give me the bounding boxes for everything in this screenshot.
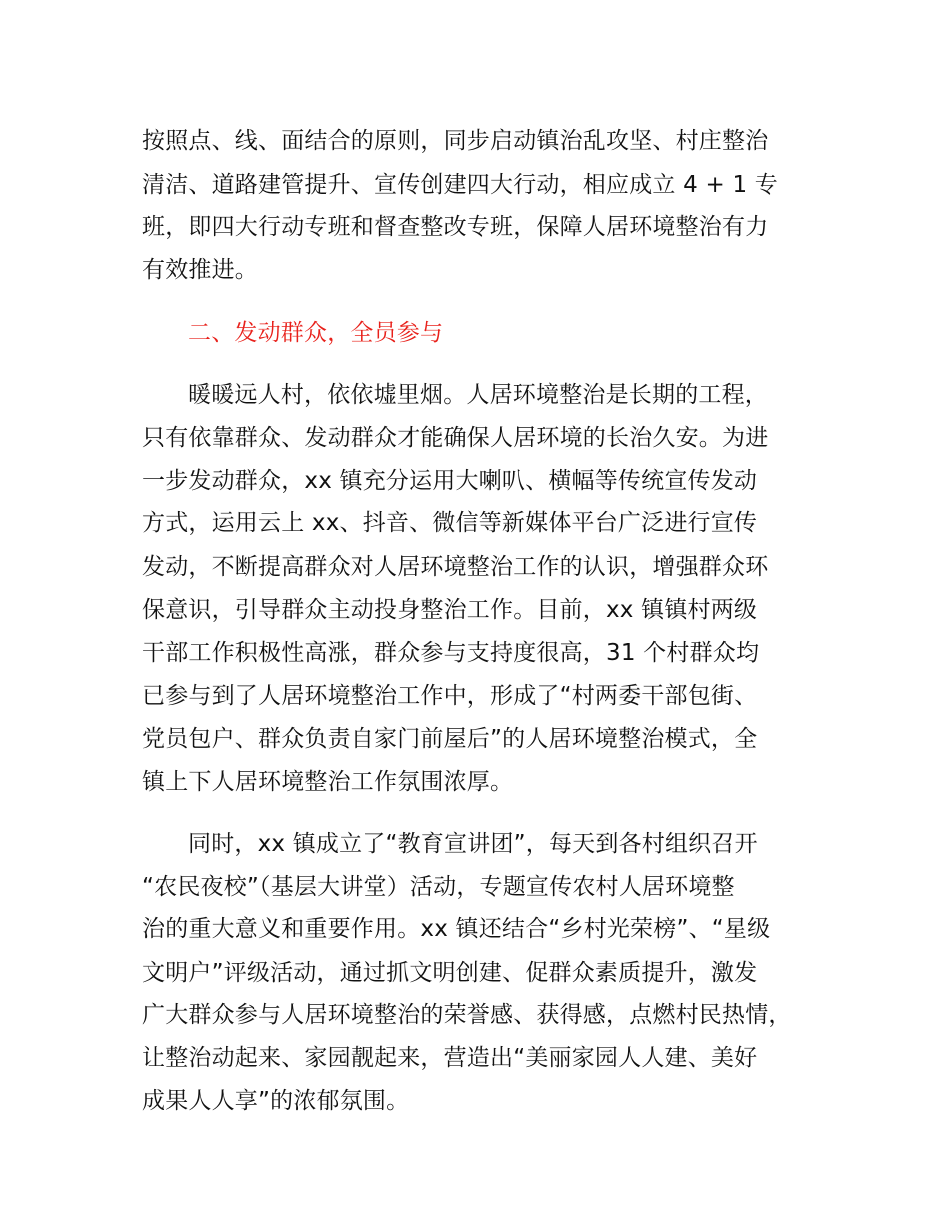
- paragraph-1-line-2: 清洁、道路建管提升、宣传创建四大行动，相应成立 4 + 1 专: [142, 172, 778, 198]
- paragraph-2-line-6: 保意识，引导群众主动投身整治工作。目前，xx 镇镇村两级: [142, 597, 758, 623]
- paragraph-1-line-4: 有效推进。: [142, 257, 258, 283]
- paragraph-2-line-10: 镇上下人居环境整治工作氛围浓厚。: [142, 769, 514, 795]
- paragraph-2-line-9: 党员包户、群众负责自家门前屋后”的人居环境整治模式，全: [142, 726, 758, 752]
- paragraph-2-line-1: 暖暖远人村，依依墟里烟。人居环境整治是长期的工程，: [188, 382, 768, 408]
- paragraph-3-line-4: 文明户”评级活动，通过抓文明创建、促群众素质提升，激发: [142, 960, 758, 986]
- paragraph-3-line-2: “农民夜校”（基层大讲堂）活动，专题宣传农村人居环境整: [142, 874, 735, 900]
- paragraph-3-line-7: 成果人人享”的浓郁氛围。: [142, 1088, 410, 1114]
- paragraph-3-line-3: 治的重大意义和重要作用。xx 镇还结合“乡村光荣榜”、“星级: [142, 916, 771, 942]
- paragraph-1-line-1: 按照点、线、面结合的原则，同步启动镇治乱攻坚、村庄整治: [142, 128, 769, 154]
- paragraph-2-line-8: 已参与到了人居环境整治工作中，形成了“村两委干部包街、: [142, 683, 758, 709]
- paragraph-2-line-4: 方式，运用云上 xx、抖音、微信等新媒体平台广泛进行宣传: [142, 510, 758, 536]
- paragraph-1-line-3: 班，即四大行动专班和督查整改专班，保障人居环境整治有力: [142, 214, 769, 240]
- paragraph-2-line-3: 一步发动群众，xx 镇充分运用大喇叭、横幅等传统宣传发动: [142, 468, 758, 494]
- paragraph-3-line-5: 广大群众参与人居环境整治的荣誉感、获得感，点燃村民热情，: [142, 1002, 792, 1028]
- paragraph-2-line-5: 发动，不断提高群众对人居环境整治工作的认识，增强群众环: [142, 554, 769, 580]
- section-heading: 二、发动群众，全员参与: [188, 320, 444, 346]
- paragraph-3-line-6: 让整治动起来、家园靓起来，营造出“美丽家园人人建、美好: [142, 1045, 758, 1071]
- paragraph-2-line-7: 干部工作积极性高涨，群众参与支持度很高，31 个村群众均: [142, 640, 760, 666]
- paragraph-3-line-1: 同时，xx 镇成立了“教育宣讲团”，每天到各村组织召开: [188, 831, 758, 857]
- paragraph-2-line-2: 只有依靠群众、发动群众才能确保人居环境的长治久安。为进: [142, 425, 769, 451]
